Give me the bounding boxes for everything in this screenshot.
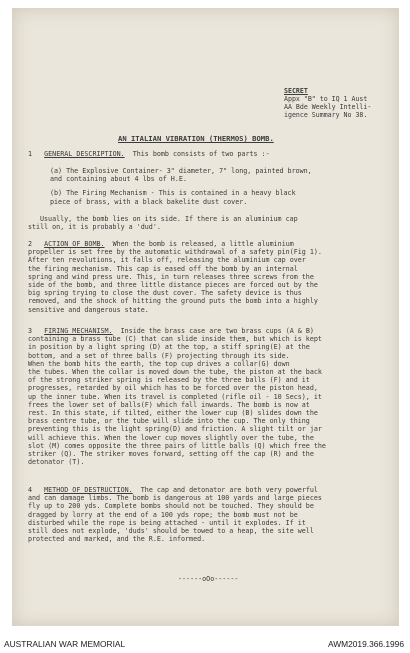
section-text: side of the bomb, and three little distance pieces are forced out by the bbox=[28, 281, 318, 290]
section-text: The cap and detonator are both very powerful bbox=[140, 486, 318, 494]
part-line: piece of brass, with a black bakelite dust cover. bbox=[50, 197, 248, 206]
section-text: still does not explode, 'duds' should be towed to a heap, the site well bbox=[28, 527, 314, 536]
section-text: When the bomb is released, a little aluminium bbox=[112, 240, 294, 248]
section-text: removed, and the shock of hitting the ground puts the bomb into a highly bbox=[28, 297, 318, 306]
section-parts-list bbox=[50, 167, 312, 206]
section-text: slot (M) comes opposite the three pairs of little balls (Q) which free the bbox=[28, 441, 326, 450]
section-text: After ten revolutions, it falls off, releasing the aluminium cap over bbox=[28, 256, 306, 265]
section-text: This bomb consists of two parts :- bbox=[132, 150, 270, 158]
section-heading: METHOD OF DESTRUCTION. bbox=[44, 486, 133, 494]
section-text: frees the lower set of balls(F) which fall inwards. The bomb is now at bbox=[28, 400, 310, 409]
note-line: Usually, the bomb lies on its side. If there is an aluminium cap bbox=[40, 215, 298, 223]
section-text: Inside the brass case are two brass cups (A & B) bbox=[120, 327, 314, 335]
section-number: 2 bbox=[28, 240, 33, 248]
section-text: propeller is set free by the automatic withdrawal of a safety pin(Fig 1). bbox=[28, 248, 322, 257]
section-text: and can damage limbs. The bomb is dangerous at 100 yards and large pieces bbox=[28, 494, 322, 503]
section-text: sensitive and dangerous state. bbox=[28, 305, 149, 314]
footer-institution: AUSTRALIAN WAR MEMORIAL bbox=[4, 639, 126, 649]
reference-line: AA Bde Weekly Intelli- bbox=[284, 103, 372, 111]
section-heading: GENERAL DESCRIPTION. bbox=[44, 150, 125, 158]
section-text: will achieve this. When the lower cup moves slightly over the tube, the bbox=[28, 433, 314, 442]
section-number: 1 bbox=[28, 150, 33, 158]
section-text: fly up to 200 yds. Complete bombs should not be touched. They should be bbox=[28, 502, 314, 511]
section-text: dragged by lorry at the end of a 100 yds rope; the bomb must not be bbox=[28, 510, 298, 519]
end-marker: ------oOo------ bbox=[178, 575, 239, 583]
section-text: disturbed while the rope is being attached - until it explodes. If it bbox=[28, 518, 306, 527]
part-line: and containing about 4 lbs of H.E. bbox=[50, 175, 187, 184]
section-number: 3 bbox=[28, 327, 33, 335]
section-text: preventing this is the light spring(D) and friction. A slight tilt or jar bbox=[28, 425, 322, 434]
reference-line: Appx "B" to IQ 1 Aust bbox=[284, 95, 368, 103]
section-text: containing a brass tube (C) that can slide inside them, but which is kept bbox=[28, 335, 322, 344]
section-text: When the bomb hits the earth, the top cup drives a collar(G) down bbox=[28, 359, 290, 368]
section-text: in position by a light spring (D) at the top, a stiff spring(E) at the bbox=[28, 343, 310, 352]
section-general-description bbox=[28, 150, 270, 158]
section-text: up the inner tube. When its travel is completed (rifle oil - 10 Secs), it bbox=[28, 392, 322, 401]
section-text: spring and wind press ure. This, in turn releases three screws from the bbox=[28, 272, 314, 281]
note-line: still on, it is probably a 'dud'. bbox=[28, 223, 161, 232]
document-title: AN ITALIAN VIBRATION (THERMOS) BOMB. bbox=[118, 134, 274, 143]
dud-note bbox=[28, 215, 298, 232]
section-number: 4 bbox=[28, 486, 33, 494]
section-text: the tubes. When the collar is moved down the tube, the piston at the back bbox=[28, 368, 322, 377]
section-action-of-bomb bbox=[28, 240, 322, 314]
section-text: progresses, retarded by oil which has to be forced over the piston head, bbox=[28, 384, 318, 393]
reference-line: igence Summary No 38. bbox=[284, 111, 368, 119]
section-text: big spring trying to close the dust cover. The safety device is thus bbox=[28, 289, 302, 298]
classification-label: SECRET bbox=[284, 87, 308, 95]
section-text: the firing mechanism. This cap is eased off the bomb by an internal bbox=[28, 264, 298, 273]
section-text: detonator (T). bbox=[28, 458, 85, 467]
part-line: (b) The Firing Mechanism - This is contained in a heavy black bbox=[50, 189, 296, 198]
section-text: brass centre tube, or the tube will slide into the cup. The only thing bbox=[28, 417, 310, 426]
section-text: striker (Q). The striker moves forward, setting off the cap (R) and the bbox=[28, 450, 314, 459]
section-firing-mechanism bbox=[28, 327, 326, 466]
section-method-of-destruction bbox=[28, 486, 322, 543]
part-line: (a) The Explosive Container- 3" diameter, 7" long, painted brown, bbox=[50, 167, 312, 175]
section-text: rest. In this state, if tilted, either the lower cup (B) slides down the bbox=[28, 409, 318, 418]
section-heading: FIRING MECHANISM. bbox=[44, 327, 113, 335]
archive-footer bbox=[0, 636, 410, 653]
classification-block bbox=[284, 87, 371, 119]
section-text: of the strong striker spring is released by the three balls (F) and it bbox=[28, 376, 310, 385]
section-text: bottom, and a set of three balls (F) projecting through its side. bbox=[28, 351, 290, 360]
section-heading: ACTION OF BOMB. bbox=[44, 240, 105, 248]
footer-accession-number: AWM2019.366.1996 bbox=[327, 639, 404, 649]
section-text: protected and marked, and the R.E. informed. bbox=[28, 535, 206, 544]
